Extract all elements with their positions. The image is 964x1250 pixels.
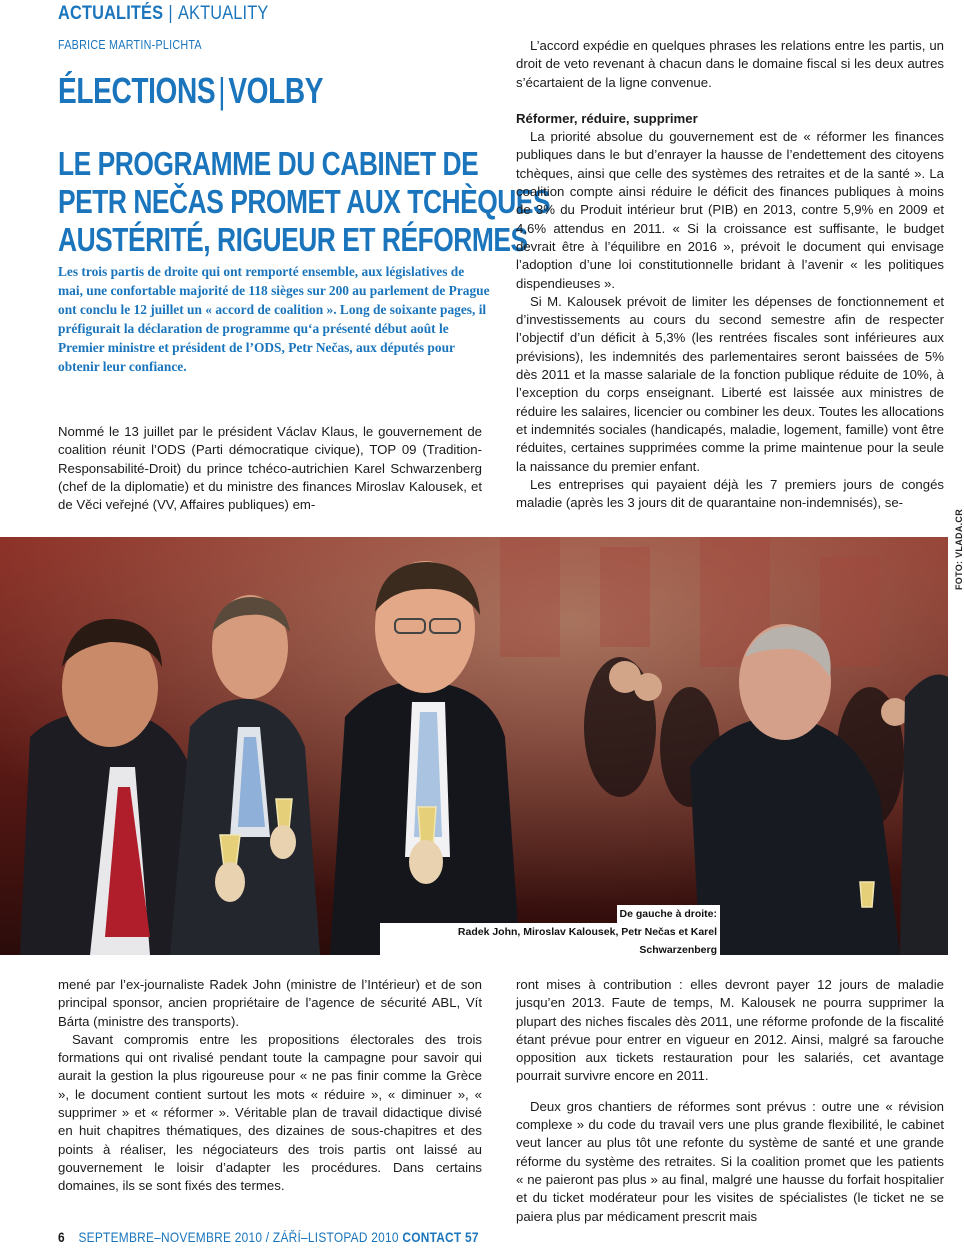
caption-line-2: Radek John, Miroslav Kalousek, Petr Nečas et Karel Schwarzenberg xyxy=(380,923,720,959)
body-column-left-top xyxy=(58,423,482,514)
body-paragraph: Savant compromis entre les propositions électorales des trois formations qui ont rivalisé pendant toute la campagne pour savoir qui aurait la gestion la plus rigoureuse pour « ne pas finir comme la Grèce », le document contient surtout les mots « réduire », « diminuer », « supprimer » et « réformer ». Véritable plan de travail didactique divisé en huit chapitres thématiques, des dizaines de sous-chapitres et des points à réaliser, les négociateurs des trois partis ont laissé au gouvernement le loisir d’adapter les procédures. Dans certains domaines, ils se sont fixés des termes. xyxy=(58,1031,482,1194)
body-paragraph: ront mises à contribution : elles devront payer 12 jours de maladie jusqu’en 2013. Faute de temps, M. Kalousek ne pourra supprimer la plupart des niches fiscales dès 2011, une réforme profonde de la fiscalité étant prévue pour entrer en vigueur en 2012. Ainsi, malgré sa farouche opposition aux tickets restauration pour les salariés, cet avantage pourrait survivre encore en 2011. xyxy=(516,977,944,1084)
article-lead: Les trois partis de droite qui ont remporté ensemble, aux législatives de mai, une confortable majorité de 118 sièges sur 200 au parlement de Prague ont conclu le 12 juillet un « accord de coalition ». Long de soixante pages, il préfigurait la déclaration de programme qu‘a présenté début août le Premier ministre et président de l’ODS, Petr Nečas, aux députés pour obtenir leur confiance. xyxy=(58,264,490,374)
page-footer xyxy=(58,1229,479,1245)
issue-dates: SEPTEMBRE–NOVEMBRE 2010 / ZÁŘÍ–LISTOPAD 2010 xyxy=(78,1229,399,1245)
section-label-cz: AKTUALITY xyxy=(177,3,269,24)
subheading: Réformer, réduire, supprimer xyxy=(516,110,698,126)
headline-line-2: PETR NEČAS PROMET AUX TCHÈQUES xyxy=(58,183,551,220)
body-paragraph: Les entreprises qui payaient déjà les 7 premiers jours de congés maladie (après les 3 jours dit de quarantaine non-indemnisés), se- xyxy=(516,476,944,511)
photo-credit: FOTO: VLADA.CR xyxy=(954,508,964,590)
body-paragraph: Nommé le 13 juillet par le président Václav Klaus, le gouvernement de coalition réunit l’ODS (Parti démocratique civique), TOP 09 (Tradition-Responsabilité-Droit) du prince tchéco-autrichien Karel Schwarzenberg (chef de la diplomatie) et du ministre des finances Miroslav Kalousek, et de Věci veřejné (VV, Affaires publiques) em- xyxy=(58,424,482,513)
magazine-name: CONTACT 57 xyxy=(402,1229,479,1245)
body-paragraph: Si M. Kalousek prévoit de limiter les dépenses de fonctionnement et d’investissements au cours du second semestre afin de respecter l’objectif d’un déficit à 5,3% (les rentrées fiscales sont inférieures aux prévisions), les indemnités des parlementaires seront baissées de 5% dès 2011 et la masse salariale de la fonction publique réduite de 10%, à l’exception du corps enseignant. Liberté est laissée aux ministres de réduire les salaires, licencier ou combiner les deux. Toutes les allocations et indemnités sociales (handicapés, maladie, logement, famille) vont être réduites, certaines supprimées comme la prime maintenue pour la seule la naissance du premier enfant. xyxy=(516,293,944,474)
photo-illustration xyxy=(0,537,948,955)
headline-line-1: LE PROGRAMME DU CABINET DE xyxy=(58,145,479,182)
body-column-right-top xyxy=(516,37,944,512)
body-paragraph: Deux gros chantiers de réformes sont prévus : outre une « révision complexe » du code du travail vers une plus grande flexibilité, le cabinet veut lancer au plus tôt une refonte du système de santé et une grande réforme du système des retraites. Si la coalition promet que les patients « ne paieront pas plus » au final, malgré une hausse du forfait hospitalier et du ticket modérateur pour les visites de spécialistes (le ticket ne se paiera plus par médicament prescrit mais xyxy=(516,1098,944,1224)
body-paragraph: L’accord expédie en quelques phrases les relations entre les partis, un droit de veto revenant à chacun dans le domaine fiscal si les deux autres s’écartaient de la ligne convenue. xyxy=(516,38,944,90)
headline-line-3: AUSTÉRITÉ, RIGUEUR ET RÉFORMES xyxy=(58,221,528,258)
body-column-left-bottom xyxy=(58,976,482,1196)
section-label-fr: ACTUALITÉS xyxy=(58,3,164,24)
photo-caption xyxy=(380,905,720,959)
article-headline xyxy=(58,145,551,259)
rubric-fr: ÉLECTIONS xyxy=(58,70,216,111)
body-paragraph: mené par l’ex-journaliste Radek John (ministre de l’Intérieur) et de son principal sponsor, ancien propriétaire de l’agence de sécurité ABL, Vít Bárta (ministre des transports). xyxy=(58,977,482,1029)
section-label xyxy=(58,3,268,25)
page-number: 6 xyxy=(58,1229,65,1245)
rubric-cz: VOLBY xyxy=(228,70,324,111)
section-separator: | xyxy=(168,3,173,24)
author-byline: FABRICE MARTIN-PLICHTA xyxy=(58,38,202,52)
body-paragraph: La priorité absolue du gouvernement est de « réformer les finances publiques dans le but d’enrayer la hausse de l’endettement des citoyens tchèques, ainsi que celle des systèmes des retraites et de la santé ». La coalition compte ainsi réduire le déficit des finances publiques à moins de 3% du Produit intérieur brut (PIB) en 2013, contre 5,9% en 2009 et 4,6% attendus en 2011. « Si la croissance est suffisante, le budget devrait être à l’équilibre en 2016 », prévoit le document qui envisage l’adoption d’une loi constitutionnelle bridant à l’avenir « les politiques dispendieuses ». xyxy=(516,129,944,291)
body-column-right-bottom xyxy=(516,976,944,1226)
rubric-separator: | xyxy=(218,70,226,111)
article-photo xyxy=(0,537,948,955)
rubric-title xyxy=(58,70,323,112)
caption-line-1: De gauche à droite: xyxy=(617,905,720,923)
